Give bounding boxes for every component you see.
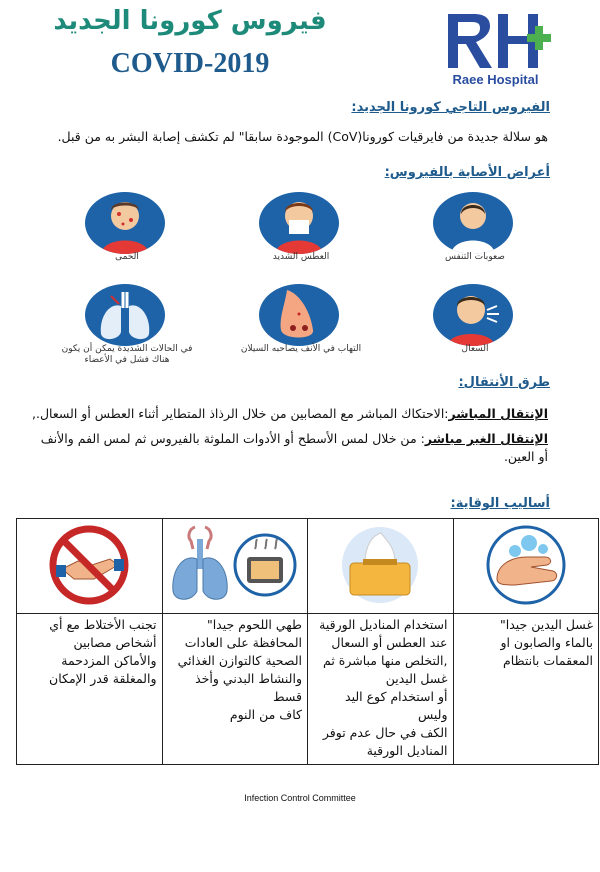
prevention-line: عند العطس أو السعال (331, 635, 448, 650)
symptom-fever (52, 192, 202, 276)
symptom-label: السعال (461, 344, 489, 354)
intro-heading: الفيروس التاجي كورونا الجديد: (351, 100, 550, 115)
page-title-arabic: فيروس كورونا الجديد (53, 6, 327, 36)
prevention-line: الصحية كالتوازن الغذائي (177, 653, 302, 668)
fever-icon (85, 192, 165, 254)
prevention-line: طهي اللحوم جيدا" (206, 617, 302, 632)
symptom-label: صعوبات التنفس (445, 252, 505, 262)
breathing-difficulty-icon (433, 192, 513, 254)
prevention-text-cell (17, 614, 163, 765)
symptoms-heading: أعراض الأصابة بالفيروس: (384, 165, 550, 180)
prevention-line: ,التخلص منها مباشرة ثم (323, 653, 448, 668)
prevention-text-cell (162, 614, 308, 765)
prevention-line: المعقمات بانتظام (503, 653, 593, 668)
prevention-line: أشخاص مصابين (73, 635, 157, 650)
symptom-sneezing (226, 192, 376, 276)
prevention-text-cell (453, 614, 599, 765)
no-handshake-icon (34, 519, 144, 609)
symptom-label: التهاب في الأنف يصاحبه السيلان (240, 344, 362, 354)
transmission-direct (28, 405, 548, 423)
prevention-heading: أساليب الوقاية: (450, 496, 550, 511)
prevention-line: كاف من النوم (229, 707, 302, 722)
cough-icon (433, 284, 513, 346)
transmission-heading: طرق الأنتقال: (458, 375, 550, 390)
symptom-label: في الحالات الشديدة يمكن أن يكون هناك فشل في الأعضاء (61, 344, 193, 365)
prevention-icon-cell (308, 519, 454, 614)
prevention-line: أو استخدام كوع اليد وليس (345, 689, 448, 722)
intro-text: هو سلالة جديدة من فايرقيات كورونا(CoV) الموجودة سابقا" لم تكشف إصابة البشر به من قبل. (57, 129, 548, 144)
prevention-table (16, 518, 599, 765)
prevention-line: والأماكن المزدحمة (61, 653, 157, 668)
symptom-organ-failure (52, 284, 202, 368)
prevention-line: الكف في حال عدم توفر (322, 725, 448, 740)
direct-text: :الاحتكاك المباشر مع المصابين من خلال الرذاذ المتطاير أثناء العطس أو السعال., (32, 406, 449, 421)
hospital-name: Raee Hospital (452, 72, 539, 87)
prevention-icon-cell (453, 519, 599, 614)
prevention-icon-cell (162, 519, 308, 614)
prevention-line: المناديل الورقية (366, 743, 448, 758)
symptom-runny-nose (226, 284, 376, 368)
prevention-line: والنشاط البدني وأخذ قسط (195, 671, 302, 704)
hand-washing-icon (471, 519, 581, 609)
prevention-line: غسل اليدين جيدا" (500, 617, 593, 632)
footer-committee: Infection Control Committee (244, 793, 356, 803)
prevention-line: والمغلقة قدر الإمكان (49, 671, 157, 686)
direct-label: الإنتقال المباشر (448, 406, 548, 421)
symptom-label: الحمى (115, 252, 139, 262)
symptom-label: العطس الشديد (272, 252, 330, 262)
tissue-box-icon (325, 519, 435, 609)
prevention-icon-cell (17, 519, 163, 614)
prevention-line: المحافظة على العادات (184, 635, 302, 650)
prevention-line: بالماء والصابون او (500, 635, 593, 650)
prevention-line: غسل اليدين (385, 671, 448, 686)
transmission-indirect (28, 430, 548, 466)
cooking-lungs-icon (165, 519, 305, 609)
prevention-text-cell (308, 614, 454, 765)
symptom-cough (400, 284, 550, 368)
indirect-text: : من خلال لمس الأسطح أو الأدوات الملوثة بالفيروس ثم لمس الفم والأنف أو العين. (40, 431, 548, 464)
sneezing-icon (259, 192, 339, 254)
runny-nose-icon (259, 284, 339, 346)
symptoms-grid (40, 192, 562, 367)
prevention-line: استخدام المناديل الورقية (319, 617, 448, 632)
indirect-label: الإنتقال الغير مباشر (424, 431, 548, 446)
symptom-breathing (400, 192, 550, 276)
page-title-english: COVID-2019 (110, 48, 270, 79)
lungs-icon (85, 284, 165, 346)
prevention-line: تجنب الأختلاط مع أي (49, 617, 157, 632)
